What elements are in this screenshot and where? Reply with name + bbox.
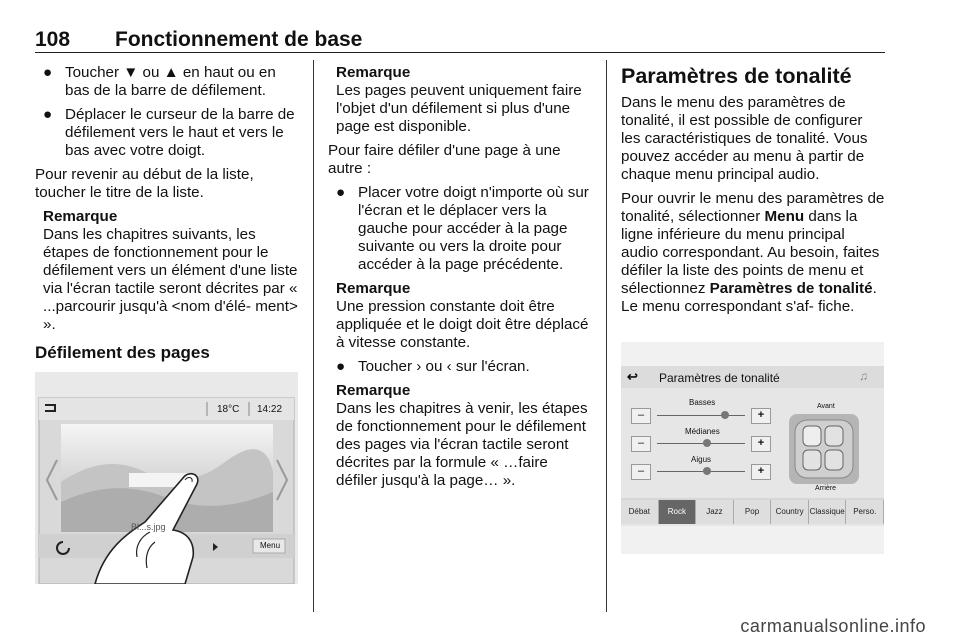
slider-mediums[interactable]: [631, 436, 771, 452]
page-number: 108: [35, 28, 71, 51]
slider-aigus[interactable]: [631, 464, 771, 480]
note-text: Les pages peuvent uniquement faire l'objet d'un défilement si plus d'une page est disponible.: [336, 82, 582, 135]
slider-basses[interactable]: [631, 408, 771, 424]
note-text: Dans les chapitres à venir, les étapes de fonctionnement pour le défilement des pages via l'écran tactile seront décrites par la formule « …faire défiler jusqu'à la page… ».: [336, 400, 588, 489]
preset-button-classique[interactable]: Classique: [809, 500, 847, 524]
paragraph: Dans le menu des paramètres de tonalité, il est possible de configurer les caractéristiques de tonalité. Vous pouvez accéder au menu à partir de chaque menu principal audio.: [621, 94, 868, 183]
plus-button[interactable]: +: [751, 436, 771, 452]
music-note-icon: ♫: [859, 369, 868, 383]
minus-button[interactable]: –: [631, 408, 651, 424]
preset-bar: [621, 500, 884, 524]
column-3: [621, 64, 886, 322]
slider-track[interactable]: [657, 415, 745, 416]
slider-knob[interactable]: [721, 411, 729, 419]
paragraph: Pour revenir au début de la liste, toucher le titre de la liste.: [35, 166, 254, 201]
note-title: Remarque: [336, 382, 411, 399]
preset-button-country[interactable]: Country: [771, 500, 809, 524]
aigus-label: Aigus: [691, 455, 712, 464]
note-text: Une pression constante doit être appliquée et le doigt doit être déplacé à vitesse constante.: [336, 298, 589, 351]
column-1: [35, 64, 303, 362]
list-item: ● Toucher ▼ ou ▲ en haut ou en bas de la barre de défilement.: [43, 64, 276, 99]
column-2: [328, 64, 593, 496]
header-rule: [35, 52, 885, 53]
minus-button[interactable]: –: [631, 436, 651, 452]
note-title: Remarque: [336, 280, 411, 297]
note: [336, 64, 593, 136]
preset-button-dbat[interactable]: Débat: [621, 500, 659, 524]
minus-button[interactable]: –: [631, 464, 651, 480]
plus-button[interactable]: +: [751, 408, 771, 424]
mediums-label: Médianes: [685, 427, 720, 436]
note-title: Remarque: [336, 64, 411, 81]
section-heading: Paramètres de tonalité: [621, 64, 852, 88]
watermark: carmanualsonline.info: [740, 616, 926, 636]
list-item: ● Déplacer le curseur de la barre de défilement vers le haut et vers le bas avec votre doigt.: [43, 106, 295, 159]
slider-knob[interactable]: [703, 439, 711, 447]
menu-button-label: Menu: [260, 541, 281, 550]
basses-label: Basses: [689, 398, 716, 407]
note: [336, 280, 593, 352]
balance-fader-pad[interactable]: [789, 414, 859, 484]
preset-button-rock[interactable]: Rock: [659, 500, 697, 524]
slider-track[interactable]: [657, 471, 745, 472]
list-item: ● Placer votre doigt n'importe où sur l'écran et le déplacer vers la gauche pour accéder à la page suivante ou vers la droite pour accéder à la page précédente.: [336, 184, 589, 273]
plus-button[interactable]: +: [751, 464, 771, 480]
front-label: Avant: [817, 403, 835, 410]
section-heading: Défilement des pages: [35, 343, 210, 362]
temperature-readout: 18°C: [217, 404, 240, 415]
clock-readout: 14:22: [257, 404, 283, 415]
note-title: Remarque: [43, 208, 118, 225]
column-divider: [313, 60, 314, 612]
slider-knob[interactable]: [703, 467, 711, 475]
slider-track[interactable]: [657, 443, 745, 444]
screen-title: Paramètres de tonalité: [659, 371, 780, 385]
note: [336, 382, 593, 490]
column-divider: [606, 60, 607, 612]
preset-button-jazz[interactable]: Jazz: [696, 500, 734, 524]
note: [43, 208, 303, 334]
file-name: Bl...s.jpg: [131, 522, 166, 532]
swipe-illustration: [35, 372, 298, 584]
preset-button-pop[interactable]: Pop: [734, 500, 772, 524]
section-title: Fonctionnement de base: [115, 28, 363, 51]
preset-button-perso[interactable]: Perso.: [846, 500, 884, 524]
back-icon[interactable]: ↩: [627, 369, 638, 384]
paragraph: Pour ouvrir le menu des paramètres de tonalité, sélectionner Menu dans la ligne inférieure du menu principal audio correspondant. Au besoin, faites défiler la liste des points de menu et sélectionnez Paramètres de tonalité. Le menu correspondant s'af- fiche.: [621, 190, 885, 315]
rear-label: Arrière: [815, 485, 837, 492]
paragraph: Pour faire défiler d'une page à une autre :: [328, 142, 561, 177]
list-item: ● Toucher › ou ‹ sur l'écran.: [336, 358, 530, 375]
tone-settings-screen: [621, 342, 884, 554]
page-header: [35, 28, 885, 50]
note-text: Dans les chapitres suivants, les étapes de fonctionnement pour le défilement vers un élément d'une liste via l'écran tactile seront décrites par « ...parcourir jusqu'à <nom d'élé- ment> ».: [43, 226, 298, 333]
